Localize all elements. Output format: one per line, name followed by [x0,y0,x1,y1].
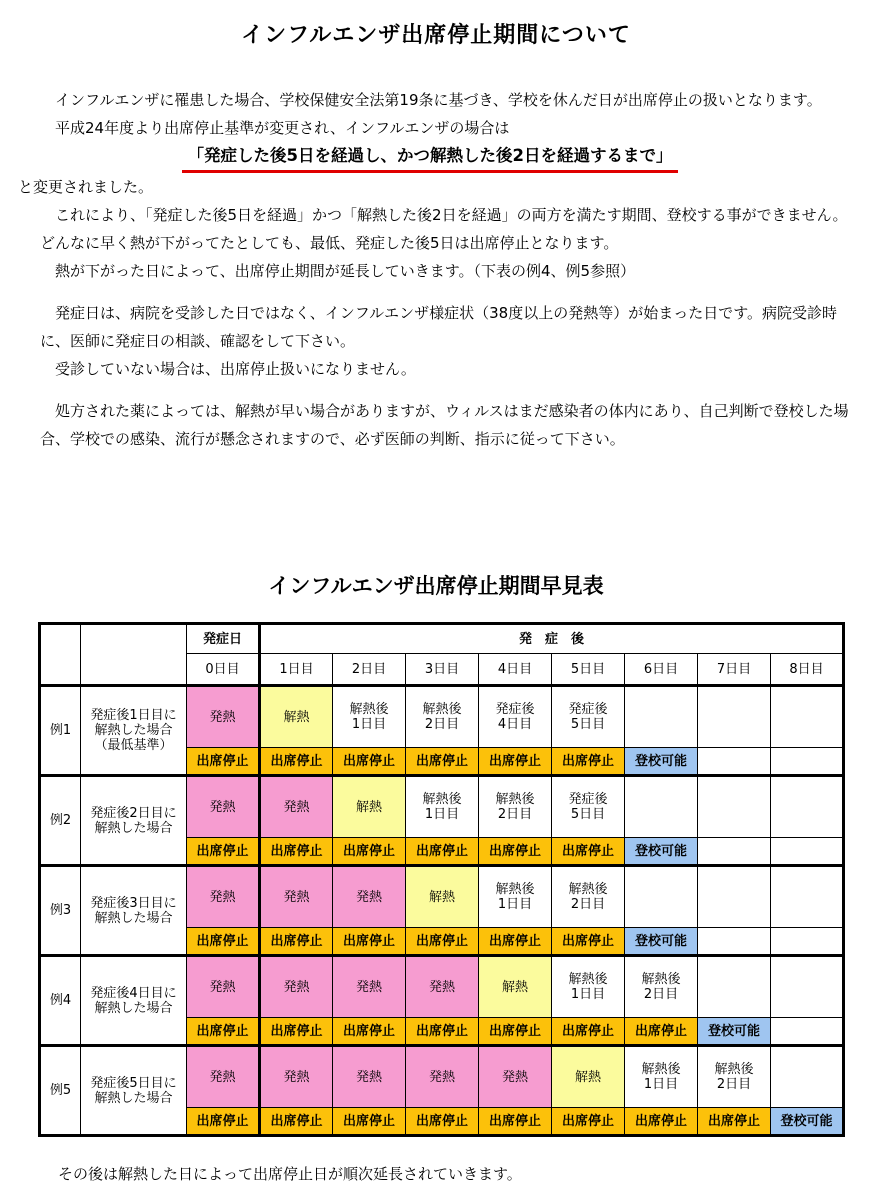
state-cell: 発熱 [187,686,260,748]
day-header-0: 0日目 [187,654,260,686]
day-header-8: 8日目 [771,654,844,686]
table-title: インフルエンザ出席停止期間早見表 [268,574,604,598]
paragraph-no-visit: 受診していない場合は、出席停止扱いになりません。 [55,360,416,378]
state-cell [698,956,771,1018]
highlight-text: 「発症した後5日を経過し、かつ解熱した後2日を経過するまで」 [182,144,679,173]
example-label: 例3 [40,866,81,956]
state-cell: 解熱 [406,866,479,928]
example-label: 例5 [40,1046,81,1136]
attendance-ok-cell: 登校可能 [698,1018,771,1046]
paragraph-law: インフルエンザに罹患した場合、学校保健安全法第19条に基づき、学校を休んだ日が出席停止の扱いとなります。 [55,91,822,109]
attendance-stop-cell: 出席停止 [625,1018,698,1046]
empty-cell [771,748,844,776]
state-cell: 発症後 5日目 [552,686,625,748]
attendance-stop-cell: 出席停止 [333,928,406,956]
example-row-1-state [40,686,844,748]
state-cell: 発熱 [187,866,260,928]
attendance-stop-cell: 出席停止 [406,838,479,866]
attendance-stop-cell: 出席停止 [187,1018,260,1046]
state-cell: 発熱 [260,956,333,1018]
empty-cell [698,838,771,866]
state-cell: 解熱後 2日目 [625,956,698,1018]
paragraph-medication: 処方された薬によっては、解熱が早い場合がありますが、ウィルスはまだ感染者の体内にあり、自己判断で登校した場合、学校での感染、流行が懸念されますので、必ず医師の判断、指示に従って下さい。 [40,402,849,448]
state-cell [625,776,698,838]
page-title: インフルエンザ出席停止期間について [241,23,631,48]
state-cell: 発熱 [187,776,260,838]
attendance-stop-cell: 出席停止 [260,928,333,956]
highlight-criterion [0,142,860,173]
attendance-stop-cell: 出席停止 [479,748,552,776]
attendance-stop-cell: 出席停止 [479,838,552,866]
attendance-stop-cell: 出席停止 [260,1018,333,1046]
attendance-stop-cell: 出席停止 [552,1018,625,1046]
attendance-stop-cell: 出席停止 [260,838,333,866]
attendance-stop-cell: 出席停止 [333,748,406,776]
state-cell: 発症後 5日目 [552,776,625,838]
empty-cell [698,748,771,776]
attendance-stop-cell: 出席停止 [260,748,333,776]
day-header-5: 5日目 [552,654,625,686]
attendance-stop-cell: 出席停止 [406,1108,479,1136]
attendance-stop-cell: 出席停止 [406,748,479,776]
header-after-onset: 発 症 後 [260,624,844,654]
attendance-ok-cell: 登校可能 [625,838,698,866]
example-label: 例1 [40,686,81,776]
state-cell: 解熱後 2日目 [479,776,552,838]
header-corner-label [40,624,81,686]
attendance-stop-cell: 出席停止 [187,748,260,776]
attendance-stop-cell: 出席停止 [552,1108,625,1136]
state-cell: 発熱 [260,776,333,838]
day-header-1: 1日目 [260,654,333,686]
state-cell: 発熱 [479,1046,552,1108]
day-header-4: 4日目 [479,654,552,686]
state-cell: 解熱 [552,1046,625,1108]
example-description: 発症後1日目に 解熱した場合 （最低基準） [81,686,187,776]
state-cell: 解熱後 1日目 [333,686,406,748]
attendance-stop-cell: 出席停止 [552,748,625,776]
attendance-stop-cell: 出席停止 [260,1108,333,1136]
state-cell: 解熱 [260,686,333,748]
state-cell: 発熱 [260,1046,333,1108]
day-header-3: 3日目 [406,654,479,686]
day-header-6: 6日目 [625,654,698,686]
attendance-stop-cell: 出席停止 [406,1018,479,1046]
empty-cell [771,1018,844,1046]
state-cell: 解熱後 1日目 [406,776,479,838]
example-row-2-state [40,776,844,838]
intro-section [18,86,860,453]
attendance-stop-cell: 出席停止 [625,1108,698,1136]
state-cell [771,956,844,1018]
state-cell [625,866,698,928]
state-cell: 解熱後 2日目 [698,1046,771,1108]
header-corner-desc [81,624,187,686]
state-cell: 解熱 [479,956,552,1018]
example-row-5-state [40,1046,844,1108]
empty-cell [771,838,844,866]
state-cell [771,866,844,928]
attendance-stop-cell: 出席停止 [698,1108,771,1136]
state-cell [625,686,698,748]
header-row-1 [40,624,844,654]
state-cell: 解熱後 1日目 [552,956,625,1018]
attendance-stop-cell: 出席停止 [406,928,479,956]
state-cell: 発熱 [260,866,333,928]
empty-cell [771,928,844,956]
example-label: 例2 [40,776,81,866]
state-cell [698,866,771,928]
state-cell [771,1046,844,1108]
day-header-2: 2日目 [333,654,406,686]
attendance-stop-cell: 出席停止 [479,1108,552,1136]
state-cell: 発熱 [333,866,406,928]
state-cell: 解熱 [333,776,406,838]
example-description: 発症後5日目に 解熱した場合 [81,1046,187,1136]
attendance-stop-cell: 出席停止 [187,838,260,866]
state-cell [771,776,844,838]
attendance-stop-cell: 出席停止 [333,1108,406,1136]
paragraph-both-conditions: これにより、「発症した後5日を経過」かつ「解熱した後2日を経過」の両方を満たす期間、登校する事ができません。どんなに早く熱が下がってたとしても、最低、発症した後5日は出席停止となります。 [40,206,848,252]
attendance-stop-cell: 出席停止 [552,928,625,956]
example-description: 発症後3日目に 解熱した場合 [81,866,187,956]
example-description: 発症後2日目に 解熱した場合 [81,776,187,866]
state-cell: 発症後 4日目 [479,686,552,748]
attendance-stop-cell: 出席停止 [333,1018,406,1046]
attendance-stop-cell: 出席停止 [552,838,625,866]
state-cell: 発熱 [187,1046,260,1108]
state-cell: 発熱 [333,1046,406,1108]
footer-note: その後は解熱した日によって出席停止日が順次延長されていきます。 [58,1165,522,1183]
empty-cell [698,928,771,956]
state-cell: 発熱 [187,956,260,1018]
state-cell: 解熱後 2日目 [552,866,625,928]
attendance-stop-cell: 出席停止 [479,928,552,956]
example-label: 例4 [40,956,81,1046]
attendance-ok-cell: 登校可能 [771,1108,844,1136]
header-onset: 発症日 [187,624,260,654]
day-header-7: 7日目 [698,654,771,686]
state-cell: 発熱 [406,956,479,1018]
example-row-3-state [40,866,844,928]
paragraph-extension: 熱が下がった日によって、出席停止期間が延長していきます。（下表の例4、例5参照） [55,262,636,280]
attendance-stop-cell: 出席停止 [187,928,260,956]
example-row-4-state [40,956,844,1018]
attendance-stop-cell: 出席停止 [187,1108,260,1136]
state-cell: 解熱後 1日目 [625,1046,698,1108]
attendance-stop-cell: 出席停止 [333,838,406,866]
paragraph-onset-definition: 発症日は、病院を受診した日ではなく、インフルエンザ様症状（38度以上の発熱等）が始まった日です。病院受診時に、医師に発症日の相談、確認をして下さい。 [40,304,837,350]
paragraph-change: 平成24年度より出席停止基準が変更され、インフルエンザの場合は [55,119,510,137]
state-cell [771,686,844,748]
state-cell: 解熱後 2日目 [406,686,479,748]
paragraph-changed: と変更されました。 [18,178,154,196]
attendance-stop-cell: 出席停止 [479,1018,552,1046]
state-cell [698,686,771,748]
state-cell: 発熱 [333,956,406,1018]
state-cell: 発熱 [406,1046,479,1108]
attendance-ok-cell: 登校可能 [625,748,698,776]
attendance-ok-cell: 登校可能 [625,928,698,956]
attendance-table [38,622,845,1137]
state-cell [698,776,771,838]
example-description: 発症後4日目に 解熱した場合 [81,956,187,1046]
state-cell: 解熱後 1日目 [479,866,552,928]
